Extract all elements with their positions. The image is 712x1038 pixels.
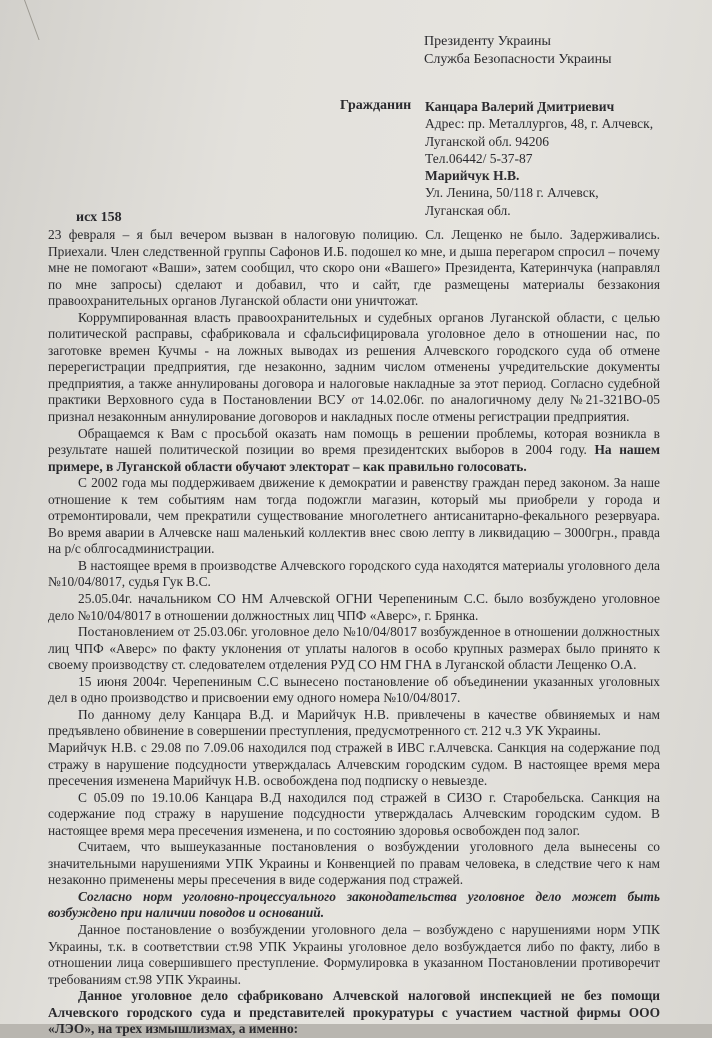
body-paragraph-13: Данное постановление о возбуждении уголовного дела – возбуждено с нарушениями норм УПК Украины, т.к. в соответствии ст.98 УПК Украины уголовное дело возбуждается либо по факту, либо в отношении лица совершившего преступление. Формулировка в указанном Постановлении противоречит требованиям ст.98 УПК Украины.	[48, 921, 660, 987]
sender-address-2: Луганской обл. 94206	[425, 133, 550, 149]
addressee-line-1: Президенту Украины	[424, 34, 551, 49]
body-paragraph-9: По данному делу Канцара В.Д. и Марийчук Н.В. привлечены в качестве обвиняемых и нам предъявлено обвинение в совершении преступления, предусмотренного ст. 212 ч.3 УК Украины.	[48, 706, 660, 739]
body-paragraph-3-emphasis: На нашем примере, в Луганской области обучают электорат – как правильно голосовать.	[48, 442, 660, 474]
body-paragraph-2: Коррумпированная власть правоохранительных и судебных органов Луганской области, с целью политической расправы, сфабриковала и сфальсифицировала уголовное дело в отношении нас, по заготовке времен Кучмы - на ложных выводах из решения Алчевского городского суда об отмене перерегистрации предприятия, где незаконно, задним числом отменены учредительские документы предприятия, а также аннулированы договора и налоговые накладные за этот период. Согласно судебной практики Верховного суда в Постановлении ВСУ от 14.02.06г. по аналогичному делу №21-321ВО-05 признал незаконным аннулирование договоров и накладных после отмены регистрации предприятия.	[48, 309, 660, 425]
sender-name-2: Марийчук Н.В.	[425, 168, 520, 184]
body-paragraph-5: В настоящее время в производстве Алчевского городского суда находятся материалы уголовного дела №10/04/8017, судья Гук В.С.	[48, 557, 660, 590]
body-paragraph-11: С 05.09 по 19.10.06 Канцара В.Д находился под стражей в СИЗО г. Старобельска. Санкция на содержание под стражу в нарушение подсудности утверждалась Алчевским городским судом. В настоящее время мера пресечения изменена, и по состоянию здоровья освобожден под залог.	[48, 789, 660, 838]
body-paragraph-italic: Согласно норм уголовно-процессуального законодательства уголовное дело может быть возбуждено при наличии поводов и оснований.	[48, 888, 660, 921]
sender-address-1: Адрес: пр. Металлургов, 48, г. Алчевск,	[425, 116, 654, 132]
body-paragraph-7: Постановлением от 25.03.06г. уголовное дело №10/04/8017 возбужденное в отношении должностных лиц ЧПФ «Аверс» по факту уклонения от уплаты налогов в особо крупных размерах было принято к своему производству ст. следователем отделения РУД СО НМ ГНА в Луганской области Лещенко О.А.	[48, 624, 660, 673]
sender2-address-2: Луганская обл.	[425, 202, 511, 218]
body-paragraph-4: С 2002 года мы поддерживаем движение к демократии и равенству граждан перед законом. За наше отношение к тем событиям нам тогда подожгли магазин, который мы приобрели у города и отремонтировали, чем прекратили существование многолетнего антисанитарно-фекального резервуара. Во время аварии в Алчевске наш маленький коллектив внес свою лепту в ликвидацию – 3000грн., правда на р/с облгосадминистрации.	[48, 475, 660, 557]
sender-block	[425, 98, 653, 219]
sender-phone: Тел.06442/ 5-37-87	[425, 150, 533, 166]
body-paragraph-final: Данное уголовное дело сфабриковано Алчевской налоговой инспекцией не без помощи Алчевского городского суда и представителей прокуратуры с участием частной фирмы ООО «ЛЭО», на трех измышлизмах, а именно:	[48, 988, 660, 1037]
letter-body	[48, 227, 660, 1038]
page-fold-mark	[0, 0, 40, 40]
body-paragraph-10: Марийчук Н.В. с 29.08 по 7.09.06 находился под стражей в ИВС г.Алчевска. Санкция на содержание под стражу в нарушение подсудности утверждалась Алчевским городским судом. В настоящее время мера пресечения изменена Марийчук Н.В. освобождена под подписку о невыезде.	[48, 739, 660, 789]
sender-name-1: Канцара Валерий Дмитриевич	[425, 99, 615, 114]
body-paragraph-1: 23 февраля – я был вечером вызван в налоговую полицию. Сл. Лещенко не было. Задерживались. Приехали. Член следственной группы Сафонов И.Б. подошел ко мне, и дыша перегаром спросил – почему мне не помогают «Ваши», затем сообщил, что скоро они «Вашего» Президента, Катеринчука (направлял по мне запросы) сделают и добавил, что и сайт, где размещены материалы беззакония правоохранительных органов Луганской области они уничтожат.	[48, 227, 660, 309]
body-paragraph-8: 15 июня 2004г. Черепениным С.С вынесено постановление об объединении указанных уголовных дел в одно производство и присвоении ему одного номера №10/04/8017.	[48, 673, 660, 706]
addressee-line-2: Служба Безопасности Украины	[424, 52, 612, 67]
body-paragraph-12: Считаем, что вышеуказанные постановления о возбуждении уголовного дела вынесены со значительными нарушениями УПК Украины и Конвенцией по правам человека, в следствие чего к нам незаконно применены меры пресечения в виде содержания под стражей.	[48, 839, 660, 888]
sender2-address-1: Ул. Ленина, 50/118 г. Алчевск,	[425, 185, 599, 201]
body-paragraph-6: 25.05.04г. начальником СО НМ Алчевской ОГНИ Черепениным С.С. было возбуждено уголовное дело №10/04/8017 в отношении должностных лиц ЧПФ «Аверс», г. Брянка.	[48, 591, 660, 623]
addressee-block	[424, 33, 612, 69]
body-paragraph-3-text: Обращаемся к Вам с просьбой оказать нам помощь в решении проблемы, которая возникла в результате нашей политической позиции во время президентских выборов в 2004 году.	[48, 425, 660, 458]
body-paragraph-3	[48, 426, 660, 476]
outgoing-reference: исх 158	[76, 210, 122, 225]
sender-label: Гражданин	[340, 98, 412, 113]
